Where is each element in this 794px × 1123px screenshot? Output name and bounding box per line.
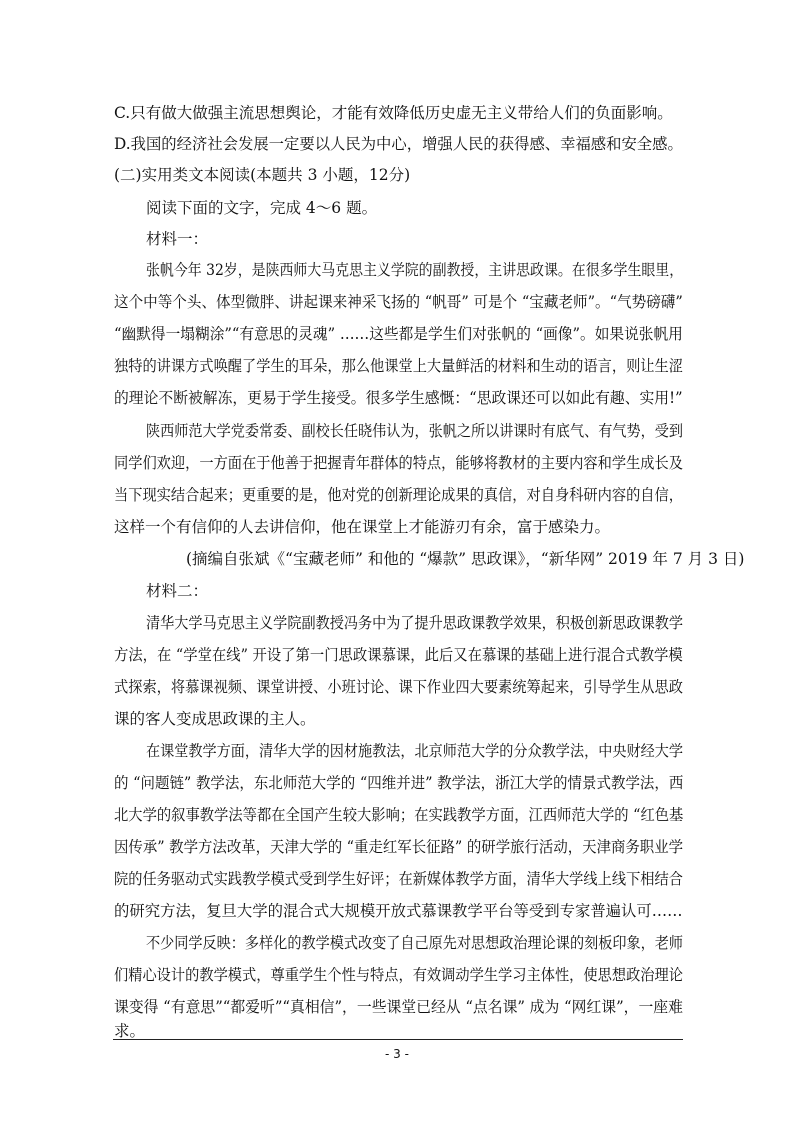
instruction: 阅读下面的文字，完成 4～6 题。	[146, 199, 378, 217]
option-d: D.我国的经济社会发展一定要以人民为中心，增强人民的获得感、幸福感和安全感。	[114, 135, 683, 153]
material2-p3-line: 们精心设计的教学模式，尊重学生个性与特点，有效调动学生学习主体性，使思想政治理论	[114, 966, 683, 984]
material1-p2-line: 当下现实结合起来；更重要的是，他对党的创新理论成果的真信，对自身科研内容的自信，	[114, 486, 683, 504]
option-c: C.只有做大做强主流思想舆论，才能有效降低历史虚无主义带给人们的负面影响。	[114, 104, 673, 122]
material2-p1-line: 清华大学马克思主义学院副教授冯务中为了提升思政课教学效果，积极创新思政课教学	[146, 614, 684, 632]
material1-p1-line: 这个中等个头、体型微胖、讲起课来神采飞扬的 “帆哥” 可是个 “宝藏老师”。“气势磅礴”	[114, 293, 683, 311]
material1-source: (摘编自张斌《“宝藏老师” 和他的 “爆款” 思政课》，“新华网” 2019 年 7 月 3 日)	[186, 550, 745, 568]
material1-p1-line: 的理论不断被解冻，更易于学生接受。很多学生感慨：“思政课还可以如此有趣、实用!”	[114, 389, 683, 407]
material2-p2-line: 北大学的叙事教学法等都在全国产生较大影响；在实践教学方面，江西师范大学的 “红色基	[114, 806, 684, 824]
material2-p2-line: 在课堂教学方面，清华大学的因材施教法，北京师范大学的分众教学法，中央财经大学	[146, 742, 684, 760]
material2-p2-line: 的研究方法，复旦大学的混合式大规模开放式慕课教学平台等受到专家普遍认可……	[114, 902, 683, 920]
material2-p3-line: 不少同学反映：多样化的教学模式改变了自己原先对思想政治理论课的刻板印象，老师	[146, 934, 684, 952]
material2-label: 材料二：	[146, 582, 209, 600]
material1-p2-line: 陕西师范大学党委常委、副校长任晓伟认为，张帆之所以讲课时有底气、有气势，受到	[146, 422, 684, 440]
material1-p2-line: 同学们欢迎，一方面在于他善于把握青年群体的特点，能够将教材的主要内容和学生成长及	[114, 454, 683, 472]
footer-divider	[113, 1039, 683, 1040]
material2-p3-line: 课变得 “有意思”“都爱听”“真相信”，一些课堂已经从 “点名课” 成为 “网红课”，一座难	[114, 998, 683, 1016]
material2-p2-line: 因传承” 教学方法改革，天津大学的 “重走红军长征路” 的研学旅行活动，天津商务职业学	[114, 838, 684, 856]
material1-p2-line: 这样一个有信仰的人去讲信仰，他在课堂上才能游刃有余，富于感染力。	[114, 518, 611, 536]
page-number: - 3 -	[385, 1047, 409, 1061]
material1-label: 材料一：	[146, 230, 209, 248]
material2-p1-line: 式探索，将慕课视频、课堂讲授、小班讨论、课下作业四大要素统筹起来，引导学生从思政	[114, 678, 683, 696]
material2-p2-line: 的 “问题链” 教学法，东北师范大学的 “四维并进” 教学法，浙江大学的情景式教学法，西	[114, 774, 684, 792]
material1-p1-line: “幽默得一塌糊涂”“有意思的灵魂” ……这些都是学生们对张帆的 “画像”。如果说张帆用	[114, 325, 683, 343]
material2-p2-line: 院的任务驱动式实践教学模式受到学生好评；在新媒体教学方面，清华大学线上线下相结合	[114, 870, 683, 888]
section-heading: (二)实用类文本阅读(本题共 3 小题，12分)	[114, 166, 411, 184]
material1-p1-line: 独特的讲课方式唤醒了学生的耳朵，那么他课堂上大量鲜活的材料和生动的语言，则让生涩	[114, 357, 683, 375]
material1-p1-line: 张帆今年 32岁，是陕西师大马克思主义学院的副教授，主讲思政课。在很多学生眼里，	[146, 261, 684, 279]
material2-p1-line: 方法，在 “学堂在线” 开设了第一门思政课慕课，此后又在慕课的基础上进行混合式教学模	[114, 646, 683, 664]
material2-p3-line: 求。	[114, 1022, 146, 1040]
material2-p1-line: 课的客人变成思政课的主人。	[114, 710, 316, 728]
